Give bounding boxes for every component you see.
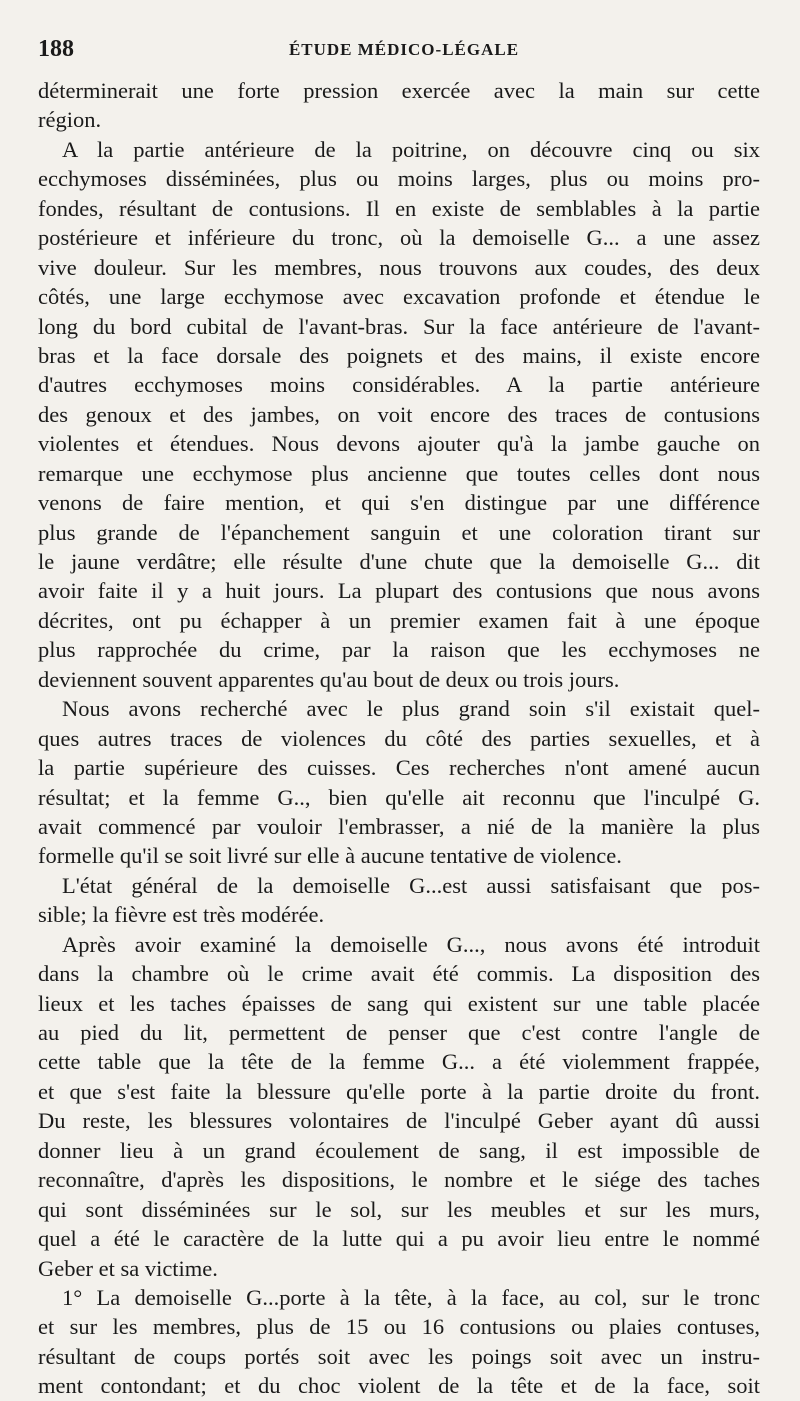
text-line: L'état général de la demoiselle G...est aussi satisfaisant que pos- (62, 872, 760, 898)
text-line: remarque une ecchymose plus ancienne que toutes celles dont nous (38, 460, 760, 486)
text-line: Geber et sa victime. (38, 1255, 218, 1281)
text-line: et que s'est faite la blessure qu'elle porte à la partie droite du front. (38, 1078, 760, 1104)
text-line: déterminerait une forte pression exercée avec la main sur cette (38, 78, 760, 103)
text-line: avait commencé par vouloir l'embrasser, a nié de la manière la plus (38, 813, 760, 839)
text-line: violentes et étendues. Nous devons ajouter qu'à la jambe gauche on (38, 431, 760, 457)
text-line: d'autres ecchymoses moins considérables. A la partie antérieure (38, 372, 760, 398)
text-line: côtés, une large ecchymose avec excavation profonde et étendue le (38, 284, 760, 310)
text-line: ment contondant; et du choc violent de la tête et de la face, soit (38, 1373, 760, 1399)
text-line: vive douleur. Sur les membres, nous trouvons aux coudes, des deux (38, 254, 760, 280)
text-line: le jaune verdâtre; elle résulte d'une chute que la demoiselle G... dit (38, 549, 760, 574)
text-line: quel a été le caractère de la lutte qui a pu avoir lieu entre le nommé (38, 1226, 760, 1252)
text-line: dans la chambre où le crime avait été commis. La disposition des (38, 961, 760, 987)
body-text (38, 76, 760, 1401)
text-line: cette table que la tête de la femme G... a été violemment frappée, (38, 1049, 760, 1075)
text-line: décrites, ont pu échapper à un premier examen fait à une époque (38, 607, 760, 633)
text-line: bras et la face dorsale des poignets et des mains, il existe encore (38, 342, 760, 368)
text-line: ecchymoses disséminées, plus ou moins larges, plus ou moins pro- (38, 166, 760, 192)
text-line: résultat; et la femme G.., bien qu'elle ait reconnu que l'inculpé G. (38, 784, 760, 810)
text-line: région. (38, 107, 102, 133)
text-line: reconnaître, d'après les dispositions, le nombre et le siége des taches (38, 1167, 760, 1193)
text-line: Du reste, les blessures volontaires de l'inculpé Geber ayant dû aussi (38, 1108, 760, 1134)
text-line: sible; la fièvre est très modérée. (38, 902, 325, 928)
text-line: plus rapprochée du crime, par la raison que les ecchymoses ne (38, 637, 760, 663)
text-line: venons de faire mention, et qui s'en distingue par une différence (38, 490, 760, 516)
text-line: lieux et les taches épaisses de sang qui existent sur une table placée (38, 990, 760, 1016)
text-line: la partie supérieure des cuisses. Ces recherches n'ont amené aucun (38, 755, 760, 781)
text-line: 1° La demoiselle G...porte à la tête, à la face, au col, sur le tronc (62, 1284, 760, 1310)
text-line: des genoux et des jambes, on voit encore des traces de contusions (38, 401, 760, 427)
page-header (38, 36, 770, 70)
text-line: donner lieu à un grand écoulement de sang, il est impossible de (38, 1137, 760, 1163)
text-line: long du bord cubital de l'avant-bras. Sur la face antérieure de l'avant- (38, 313, 760, 339)
running-head: ÉTUDE MÉDICO-LÉGALE (288, 40, 520, 59)
text-line: Nous avons recherché avec le plus grand soin s'il existait quel- (62, 696, 760, 722)
text-line: résultant de coups portés soit avec les poings soit avec un instru- (38, 1343, 760, 1369)
text-line: au pied du lit, permettent de penser que c'est contre l'angle de (38, 1020, 760, 1045)
text-line: deviennent souvent apparentes qu'au bout de deux ou trois jours. (38, 666, 620, 692)
text-line: qui sont disséminées sur le sol, sur les meubles et sur les murs, (38, 1196, 760, 1222)
text-line: postérieure et inférieure du tronc, où la demoiselle G... a une assez (38, 225, 760, 251)
text-line: A la partie antérieure de la poitrine, on découvre cinq ou six (62, 136, 760, 162)
text-line: et sur les membres, plus de 15 ou 16 contusions ou plaies contuses, (38, 1314, 760, 1340)
text-line: fondes, résultant de contusions. Il en existe de semblables à la partie (38, 195, 760, 221)
text-line: formelle qu'il se soit livré sur elle à aucune tentative de violence. (38, 843, 622, 869)
text-line: plus grande de l'épanchement sanguin et une coloration tirant sur (38, 519, 760, 545)
text-line: avoir faite il y a huit jours. La plupart des contusions que nous avons (38, 578, 760, 604)
text-line: ques autres traces de violences du côté des parties sexuelles, et à (38, 725, 760, 751)
page-number: 188 (38, 36, 74, 62)
text-line: Après avoir examiné la demoiselle G..., nous avons été introduit (62, 931, 760, 957)
